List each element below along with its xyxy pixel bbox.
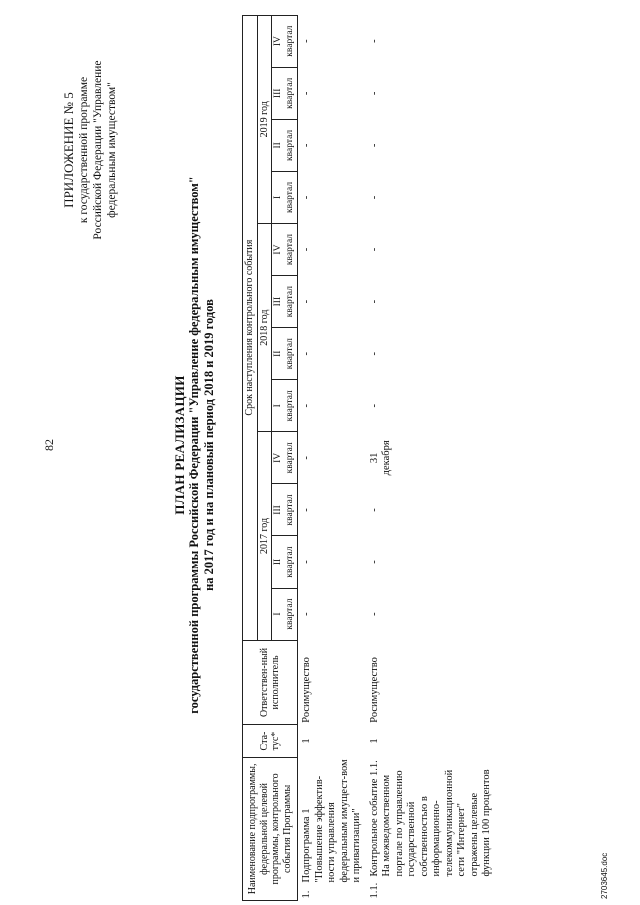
quarter-word: квартал xyxy=(284,390,295,422)
header-executor: Ответствен-ный исполнитель xyxy=(243,640,298,725)
row-quarter-cell: 31 декабря xyxy=(368,440,392,476)
quarter-number: II xyxy=(273,142,283,149)
appendix-number: ПРИЛОЖЕНИЕ № 5 xyxy=(61,92,76,208)
row-name-cell xyxy=(298,757,366,900)
row-quarter-cell: - xyxy=(368,39,380,43)
row-quarter-cell: - xyxy=(368,560,380,564)
row-quarter-cell: - xyxy=(368,247,380,252)
row-quarter-cell: - xyxy=(368,143,380,148)
row-quarter-cell: - xyxy=(301,456,312,460)
quarter-number: I xyxy=(273,195,283,200)
header-year: 2017 год xyxy=(257,432,272,640)
header-quarter xyxy=(272,119,298,171)
quarter-word: квартал xyxy=(284,494,295,526)
quarter-number: III xyxy=(273,88,283,99)
quarter-word: квартал xyxy=(284,286,295,318)
quarter-number: I xyxy=(273,612,283,616)
document-code: 2703645.doc xyxy=(600,852,609,899)
row-quarter-cell: - xyxy=(368,404,380,408)
header-year: 2019 год xyxy=(257,15,272,223)
quarter-word: квартал xyxy=(284,546,295,578)
row-quarter-cell: - xyxy=(301,560,312,564)
quarter-number: III xyxy=(273,296,283,307)
row-quarter-cell: - xyxy=(301,404,312,408)
quarter-word: квартал xyxy=(284,181,295,214)
row-name: Подпрограмма 1 "Повышение эффектив-ности управления федеральным имущест-вом и приватизации" xyxy=(301,759,362,883)
row-number: 1. xyxy=(301,890,312,899)
row-quarter-cell: - xyxy=(368,299,380,304)
header-status: Ста-тус* xyxy=(243,725,298,758)
page-number: 82 xyxy=(42,439,56,451)
header-quarter xyxy=(272,171,298,223)
row-quarter-cell: - xyxy=(301,299,312,304)
row-quarter-cell: - xyxy=(368,195,380,200)
quarter-number: II xyxy=(273,558,283,566)
row-quarter-cell: - xyxy=(301,351,312,356)
header-quarter xyxy=(272,432,298,484)
row-name-cell xyxy=(366,757,496,900)
row-executor: Росимущество xyxy=(301,657,312,723)
row-quarter-cell: - xyxy=(301,39,312,43)
quarter-word: квартал xyxy=(284,233,295,266)
row-quarter-cell: - xyxy=(368,508,380,512)
title-line: на 2017 год и на плановый период 2018 и 2019 годов xyxy=(202,299,216,591)
row-quarter-cell: - xyxy=(301,91,312,96)
row-quarter-cell: - xyxy=(301,508,312,512)
quarter-number: IV xyxy=(273,452,283,463)
header-quarter xyxy=(272,224,298,276)
header-name: Наименование подпрограммы, федеральной целевой программы, контрольного события Программы xyxy=(243,757,298,900)
appendix-line: Российской Федерации "Управление xyxy=(92,60,104,240)
row-quarter-cell: - xyxy=(368,612,380,616)
quarter-number: IV xyxy=(273,244,283,255)
title-line: ПЛАН РЕАЛИЗАЦИИ xyxy=(172,375,187,515)
quarter-number: I xyxy=(273,404,283,408)
header-quarter xyxy=(272,484,298,536)
table-row xyxy=(298,9,366,901)
quarter-word: квартал xyxy=(284,25,295,57)
plan-table xyxy=(242,8,496,901)
row-name: Контрольное событие 1.1. На межведомственном портале по управлению государственной собственностью в информационно-телекоммуникационной сети "Интернет" отражены целевые функции 100 процентов xyxy=(368,760,492,877)
row-status: 1 xyxy=(368,738,380,744)
row-executor: Росимущество xyxy=(368,657,380,723)
quarter-number: II xyxy=(273,350,283,357)
row-quarter-cell: - xyxy=(301,612,312,616)
row-quarter-cell: - xyxy=(368,351,380,356)
header-quarter xyxy=(272,15,298,67)
title-line: государственной программы Российской Федерации "Управление федеральным имуществом" xyxy=(187,176,201,714)
header-quarter xyxy=(272,67,298,119)
row-number: 1.1. xyxy=(368,882,380,899)
document-title xyxy=(172,65,217,825)
header-quarter xyxy=(272,380,298,432)
quarter-word: квартал xyxy=(284,77,295,109)
quarter-word: квартал xyxy=(284,129,295,161)
row-quarter-cell: - xyxy=(301,143,312,148)
row-padding xyxy=(298,9,366,16)
quarter-word: квартал xyxy=(284,442,295,474)
appendix-line: федеральным имуществом" xyxy=(106,82,118,218)
row-status: 1 xyxy=(301,738,312,744)
header-quarter xyxy=(272,588,298,640)
quarter-number: III xyxy=(273,505,283,515)
quarter-word: квартал xyxy=(284,598,295,630)
row-quarter-cell: - xyxy=(301,247,312,252)
header-quarter xyxy=(272,536,298,588)
header-quarter xyxy=(272,328,298,380)
quarter-number: IV xyxy=(273,36,283,47)
header-deadline: Срок наступления контрольного события xyxy=(243,15,258,640)
appendix-heading xyxy=(62,35,119,265)
row-quarter-cell: - xyxy=(368,91,380,96)
table-row xyxy=(366,9,496,901)
row-quarter-cell: - xyxy=(301,195,312,200)
appendix-line: к государственной программе xyxy=(78,76,90,224)
row-padding xyxy=(366,9,496,16)
header-quarter xyxy=(272,276,298,328)
header-year: 2018 год xyxy=(257,224,272,432)
quarter-word: квартал xyxy=(284,338,295,370)
